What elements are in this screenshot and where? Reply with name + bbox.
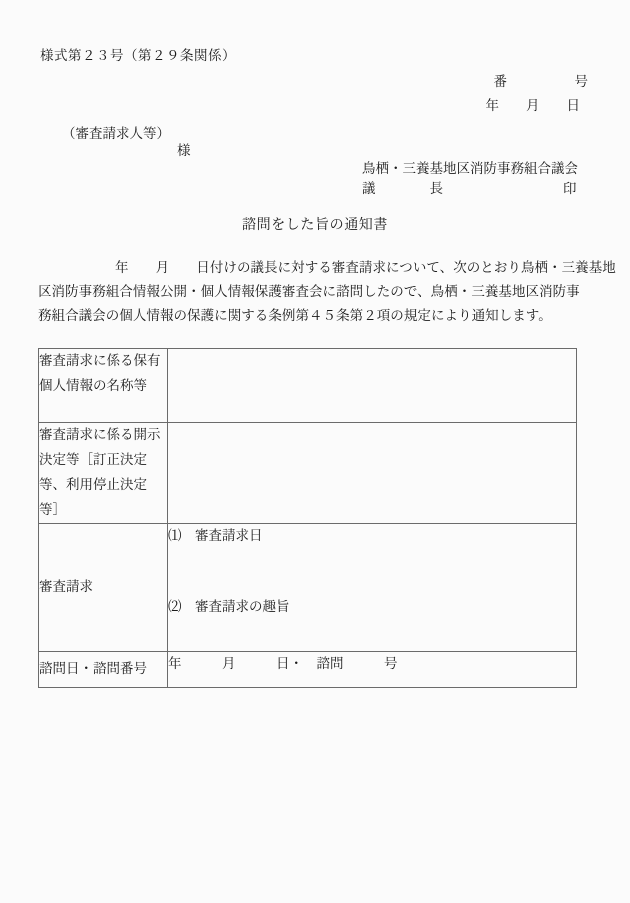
body-line: 区消防事務組合情報公開・個人情報保護審査会に諮問したので、鳥栖・三養基地区消防事 (38, 284, 580, 300)
addressee-label: （審査請求人等） (62, 126, 170, 142)
form-identifier: 様式第２３号（第２９条関係） (40, 48, 236, 64)
table-row (39, 423, 577, 524)
issuer-title: 議 長 (362, 181, 443, 197)
body-line: 務組合議会の個人情報の保護に関する条例第４５条第２項の規定により通知します。 (38, 308, 552, 324)
issuer-organization: 鳥栖・三養基地区消防事務組合議会 (362, 161, 578, 177)
table-row-label: 諮問日・諮問番号 (39, 652, 168, 688)
table-row-label: 審査請求 (39, 524, 168, 652)
form-table (38, 348, 577, 688)
seal-mark: 印 (563, 181, 577, 197)
subitem-review-request-date: ⑴ 審査請求日 (168, 528, 263, 544)
table-row (39, 652, 577, 688)
table-row (39, 349, 577, 423)
table-row (39, 524, 577, 652)
table-row-value[interactable] (168, 524, 577, 652)
document-number-label: 番 号 (493, 74, 588, 90)
table-row-label: 審査請求に係る保有個人情報の名称等 (39, 349, 168, 423)
table-row-label: 審査請求に係る開示決定等［訂正決定等、利用停止決定等］ (39, 423, 168, 524)
addressee-honorific: 様 (177, 143, 191, 159)
document-title: 諮問をした旨の通知書 (242, 217, 388, 233)
table-row-value[interactable] (168, 423, 577, 524)
document-date-label: 年 月 日 (485, 98, 580, 114)
table-row-value[interactable] (168, 349, 577, 423)
body-paragraph (38, 256, 616, 328)
table-row-value[interactable]: 年 月 日・ 諮問 号 (168, 652, 577, 688)
body-line: 年 月 日付けの議長に対する審査請求について、次のとおり鳥栖・三養基地 (115, 260, 616, 276)
subitem-review-request-purpose: ⑵ 審査請求の趣旨 (168, 599, 290, 615)
